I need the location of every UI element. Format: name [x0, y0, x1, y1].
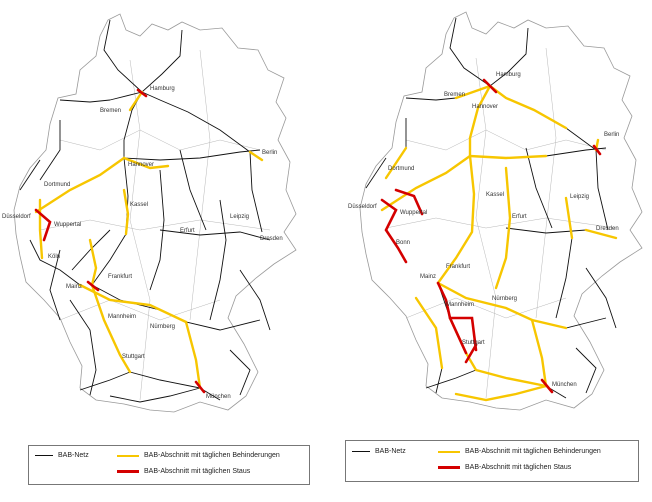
legend-item-jams — [117, 468, 250, 475]
jam-line-swatch — [117, 470, 139, 473]
city-label: Mainz — [66, 284, 83, 290]
city-label: Bremen — [444, 92, 466, 98]
city-label: Dortmund — [44, 182, 71, 188]
bab-jams — [36, 90, 204, 392]
city-label: Leipzig — [230, 214, 250, 220]
city-label: Nürnberg — [150, 324, 176, 330]
jam-line-swatch — [438, 466, 460, 469]
city-label: Stuttgart — [122, 354, 145, 360]
city-label: Wuppertal — [400, 210, 428, 216]
city-label: Düsseldorf — [2, 214, 31, 220]
city-label: Mannheim — [108, 314, 137, 320]
legend-label: BAB-Netz — [58, 452, 89, 459]
city-label: München — [206, 394, 231, 400]
bab-network — [20, 20, 270, 402]
city-label: München — [552, 382, 577, 388]
legend-label: BAB-Abschnitt mit täglichen Staus — [144, 468, 251, 475]
city-label: Frankfurt — [108, 274, 133, 280]
bab-jams — [382, 80, 600, 392]
city-label: Nürnberg — [492, 296, 518, 302]
city-label: Dresden — [596, 226, 619, 232]
obstruction-line-swatch — [117, 455, 139, 457]
legend-item-obstructions — [438, 448, 601, 455]
city-label: Wuppertal — [54, 222, 82, 228]
map-left-svg — [0, 0, 326, 430]
legend-left — [28, 445, 310, 485]
legend-right — [345, 440, 639, 482]
network-line-swatch — [352, 451, 370, 452]
city-label: Erfurt — [512, 214, 527, 220]
legend-label: BAB-Abschnitt mit täglichen Behinderungen — [144, 452, 280, 459]
legend-label: BAB-Abschnitt mit täglichen Staus — [465, 464, 572, 471]
city-label: Hamburg — [150, 86, 175, 92]
legend-label: BAB-Abschnitt mit täglichen Behinderungen — [465, 448, 601, 455]
city-label: Berlin — [262, 150, 278, 156]
city-label: Dortmund — [388, 166, 415, 172]
city-label: Leipzig — [570, 194, 590, 200]
city-label: Köln — [48, 254, 61, 260]
city-label: Mannheim — [446, 302, 475, 308]
legend-item-obstructions — [117, 452, 280, 459]
city-label: Hamburg — [496, 72, 521, 78]
city-label: Hannover — [472, 104, 499, 110]
city-label: Bonn — [396, 240, 411, 246]
city-label: Frankfurt — [446, 264, 471, 270]
country-outline — [14, 14, 296, 412]
city-label: Kassel — [130, 202, 149, 208]
city-label: Berlin — [604, 132, 620, 138]
bab-network — [366, 18, 616, 400]
city-label: Hannover — [128, 162, 155, 168]
map-right-svg — [326, 0, 652, 430]
city-label: Dresden — [260, 236, 283, 242]
city-label: Düsseldorf — [348, 204, 377, 210]
network-line-swatch — [35, 455, 53, 456]
obstruction-line-swatch — [438, 451, 460, 453]
legend-item-network — [352, 448, 406, 455]
city-label: Bremen — [100, 108, 122, 114]
city-label: Erfurt — [180, 228, 195, 234]
state-borders — [386, 48, 616, 398]
city-label: Kassel — [486, 192, 505, 198]
city-label: Mainz — [420, 274, 437, 280]
germany-map-right — [326, 0, 652, 430]
legend-item-network — [35, 452, 89, 459]
germany-map-left — [0, 0, 326, 430]
legend-label: BAB-Netz — [375, 448, 406, 455]
legend-item-jams — [438, 464, 571, 471]
city-label: Stuttgart — [462, 340, 485, 346]
